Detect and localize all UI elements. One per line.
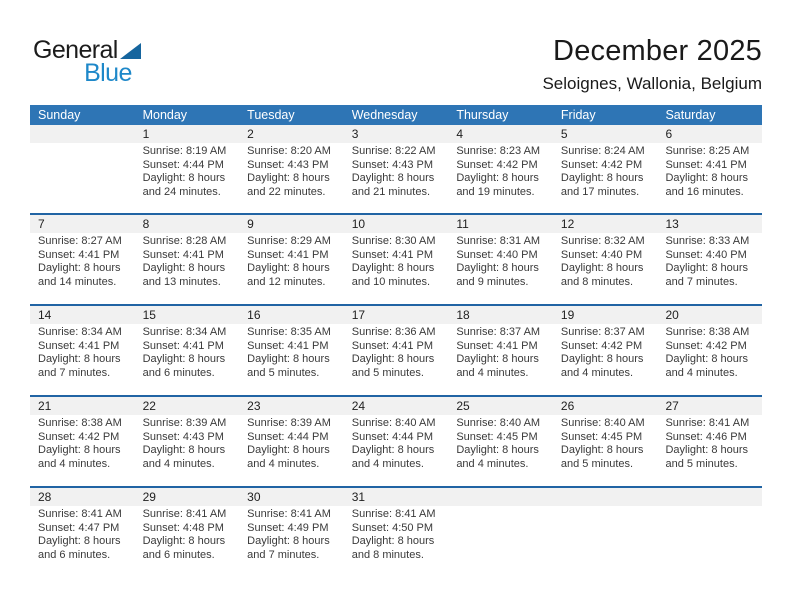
daylight-text: Daylight: 8 hours and 6 minutes.: [142, 535, 226, 561]
week-row-4: [30, 395, 762, 486]
sunset-text: Sunset: 4:41 PM: [38, 248, 120, 261]
daylight-text: Daylight: 8 hours and 19 minutes.: [456, 172, 539, 198]
sunset-text: Sunset: 4:41 PM: [351, 248, 434, 261]
header-titles: [542, 34, 762, 96]
day-detail-band: [30, 506, 762, 562]
day-number-31: 31: [351, 490, 366, 504]
daylight-text: Daylight: 8 hours and 21 minutes.: [351, 172, 435, 198]
day-cell-empty: [30, 143, 135, 199]
daylight-text: Daylight: 8 hours and 7 minutes.: [247, 535, 330, 561]
day-cell-6: [657, 143, 762, 199]
sunrise-text: Sunrise: 8:38 AM: [38, 417, 122, 429]
general-blue-logo: [33, 36, 141, 87]
sunrise-text: Sunrise: 8:19 AM: [142, 145, 227, 157]
day-number-12: 12: [560, 217, 575, 231]
weekday-header-friday: Friday: [560, 108, 596, 122]
sunset-text: Sunset: 4:45 PM: [456, 430, 538, 443]
day-number-23: 23: [247, 399, 261, 413]
sunrise-text: Sunrise: 8:40 AM: [456, 417, 541, 429]
daylight-text: Daylight: 8 hours and 14 minutes.: [38, 262, 121, 288]
day-number-9: 9: [247, 217, 254, 231]
sunset-text: Sunset: 4:43 PM: [351, 158, 434, 171]
sunset-text: Sunset: 4:41 PM: [665, 158, 747, 171]
sunset-text: Sunset: 4:43 PM: [142, 430, 224, 443]
day-cell-8: [135, 233, 240, 289]
day-number-band: [30, 306, 762, 324]
day-number-3: 3: [351, 127, 359, 141]
daylight-text: Daylight: 8 hours and 8 minutes.: [351, 535, 435, 561]
sunset-text: Sunset: 4:42 PM: [456, 158, 538, 171]
day-number-20: 20: [665, 308, 679, 322]
week-row-5: [30, 486, 762, 577]
day-number-26: 26: [560, 399, 575, 413]
day-number-15: 15: [142, 308, 156, 322]
day-cell-21: [30, 415, 135, 471]
weekday-header-tuesday: Tuesday: [247, 108, 295, 122]
weekday-header-monday: Monday: [142, 108, 188, 122]
sunrise-text: Sunrise: 8:30 AM: [351, 235, 436, 247]
week-row-3: [30, 304, 762, 395]
day-number-17: 17: [351, 308, 366, 322]
sunrise-text: Sunrise: 8:41 AM: [351, 508, 436, 520]
daylight-text: Daylight: 8 hours and 4 minutes.: [142, 444, 226, 470]
daylight-text: Daylight: 8 hours and 24 minutes.: [142, 172, 226, 198]
day-number-empty: [448, 488, 553, 506]
day-number-13: 13: [665, 217, 679, 231]
weekday-header-sunday: Sunday: [38, 108, 81, 122]
sunset-text: Sunset: 4:41 PM: [142, 339, 224, 352]
daylight-text: Daylight: 8 hours and 9 minutes.: [456, 262, 539, 288]
sunset-text: Sunset: 4:41 PM: [456, 339, 538, 352]
calendar-table: [30, 105, 762, 577]
daylight-text: Daylight: 8 hours and 4 minutes.: [351, 444, 435, 470]
logo-triangle-icon: [120, 43, 141, 59]
daylight-text: Daylight: 8 hours and 4 minutes.: [247, 444, 330, 470]
day-cell-3: [344, 143, 449, 199]
daylight-text: Daylight: 8 hours and 4 minutes.: [38, 444, 121, 470]
day-number-14: 14: [38, 308, 52, 322]
sunset-text: Sunset: 4:42 PM: [560, 158, 643, 171]
sunset-text: Sunset: 4:49 PM: [247, 521, 329, 534]
sunrise-text: Sunrise: 8:37 AM: [560, 326, 645, 338]
day-cell-4: [448, 143, 553, 199]
day-number-10: 10: [351, 217, 366, 231]
daylight-text: Daylight: 8 hours and 7 minutes.: [665, 262, 749, 288]
day-cell-14: [30, 324, 135, 380]
day-cell-31: [344, 506, 449, 562]
sunset-text: Sunset: 4:44 PM: [247, 430, 329, 443]
day-cell-empty: [657, 506, 762, 562]
day-cell-9: [239, 233, 344, 289]
day-number-band: [30, 488, 762, 506]
daylight-text: Daylight: 8 hours and 5 minutes.: [247, 353, 330, 379]
day-cell-1: [135, 143, 240, 199]
day-number-band: [30, 125, 762, 143]
day-cell-empty: [553, 506, 658, 562]
sunrise-text: Sunrise: 8:23 AM: [456, 145, 541, 157]
sunset-text: Sunset: 4:41 PM: [247, 339, 329, 352]
sunrise-text: Sunrise: 8:39 AM: [142, 417, 227, 429]
sunrise-text: Sunrise: 8:35 AM: [247, 326, 331, 338]
day-cell-26: [553, 415, 658, 471]
sunrise-text: Sunrise: 8:41 AM: [247, 508, 331, 520]
logo-text-blue: Blue: [84, 59, 132, 87]
sunrise-text: Sunrise: 8:27 AM: [38, 235, 122, 247]
day-number-30: 30: [247, 490, 261, 504]
day-cell-5: [553, 143, 658, 199]
daylight-text: Daylight: 8 hours and 12 minutes.: [247, 262, 330, 288]
sunrise-text: Sunrise: 8:38 AM: [665, 326, 750, 338]
calendar-weeks: [30, 125, 762, 577]
sunset-text: Sunset: 4:44 PM: [351, 430, 434, 443]
day-number-band: [30, 215, 762, 233]
day-cell-15: [135, 324, 240, 380]
day-cell-12: [553, 233, 658, 289]
day-number-24: 24: [351, 399, 366, 413]
weekday-header-row: [30, 105, 762, 125]
day-number-27: 27: [665, 399, 679, 413]
sunset-text: Sunset: 4:47 PM: [38, 521, 120, 534]
day-cell-10: [344, 233, 449, 289]
day-number-6: 6: [665, 127, 673, 141]
day-cell-27: [657, 415, 762, 471]
daylight-text: Daylight: 8 hours and 10 minutes.: [351, 262, 435, 288]
sunrise-text: Sunrise: 8:41 AM: [142, 508, 227, 520]
week-row-1: [30, 125, 762, 213]
sunset-text: Sunset: 4:41 PM: [142, 248, 224, 261]
sunrise-text: Sunrise: 8:41 AM: [38, 508, 122, 520]
daylight-text: Daylight: 8 hours and 13 minutes.: [142, 262, 226, 288]
day-number-band: [30, 397, 762, 415]
sunrise-text: Sunrise: 8:34 AM: [38, 326, 122, 338]
day-cell-7: [30, 233, 135, 289]
sunset-text: Sunset: 4:42 PM: [665, 339, 747, 352]
day-cell-empty: [448, 506, 553, 562]
sunrise-text: Sunrise: 8:36 AM: [351, 326, 436, 338]
day-number-22: 22: [142, 399, 156, 413]
day-cell-20: [657, 324, 762, 380]
sunset-text: Sunset: 4:40 PM: [560, 248, 643, 261]
weekday-header-thursday: Thursday: [456, 108, 509, 122]
daylight-text: Daylight: 8 hours and 6 minutes.: [142, 353, 226, 379]
daylight-text: Daylight: 8 hours and 4 minutes.: [560, 353, 644, 379]
page-subtitle: Seloignes, Wallonia, Belgium: [542, 74, 762, 93]
daylight-text: Daylight: 8 hours and 6 minutes.: [38, 535, 121, 561]
sunrise-text: Sunrise: 8:20 AM: [247, 145, 331, 157]
sunset-text: Sunset: 4:48 PM: [142, 521, 224, 534]
day-number-21: 21: [38, 399, 52, 413]
sunrise-text: Sunrise: 8:29 AM: [247, 235, 331, 247]
sunrise-text: Sunrise: 8:22 AM: [351, 145, 436, 157]
daylight-text: Daylight: 8 hours and 5 minutes.: [665, 444, 749, 470]
day-number-5: 5: [560, 127, 568, 141]
day-number-16: 16: [247, 308, 261, 322]
week-row-2: [30, 213, 762, 304]
day-number-1: 1: [142, 127, 150, 141]
day-number-empty: [553, 488, 658, 506]
day-cell-19: [553, 324, 658, 380]
sunrise-text: Sunrise: 8:41 AM: [665, 417, 750, 429]
day-cell-28: [30, 506, 135, 562]
sunset-text: Sunset: 4:42 PM: [38, 430, 120, 443]
sunset-text: Sunset: 4:43 PM: [247, 158, 329, 171]
day-cell-29: [135, 506, 240, 562]
sunset-text: Sunset: 4:40 PM: [665, 248, 747, 261]
sunrise-text: Sunrise: 8:28 AM: [142, 235, 227, 247]
daylight-text: Daylight: 8 hours and 8 minutes.: [560, 262, 644, 288]
day-cell-13: [657, 233, 762, 289]
sunset-text: Sunset: 4:41 PM: [38, 339, 120, 352]
daylight-text: Daylight: 8 hours and 5 minutes.: [351, 353, 435, 379]
day-cell-23: [239, 415, 344, 471]
daylight-text: Daylight: 8 hours and 4 minutes.: [456, 353, 539, 379]
day-detail-band: [30, 415, 762, 471]
weekday-header-wednesday: Wednesday: [351, 108, 418, 122]
sunset-text: Sunset: 4:40 PM: [456, 248, 538, 261]
day-detail-band: [30, 143, 762, 199]
sunset-text: Sunset: 4:41 PM: [351, 339, 434, 352]
daylight-text: Daylight: 8 hours and 5 minutes.: [560, 444, 644, 470]
day-number-19: 19: [560, 308, 575, 322]
daylight-text: Daylight: 8 hours and 4 minutes.: [665, 353, 749, 379]
day-number-empty: [657, 488, 762, 506]
day-number-2: 2: [247, 127, 254, 141]
day-cell-11: [448, 233, 553, 289]
sunrise-text: Sunrise: 8:40 AM: [351, 417, 436, 429]
sunset-text: Sunset: 4:41 PM: [247, 248, 329, 261]
day-number-8: 8: [142, 217, 150, 231]
logo-text-general: General: [33, 36, 118, 64]
sunrise-text: Sunrise: 8:31 AM: [456, 235, 541, 247]
daylight-text: Daylight: 8 hours and 7 minutes.: [38, 353, 121, 379]
sunset-text: Sunset: 4:50 PM: [351, 521, 434, 534]
day-cell-25: [448, 415, 553, 471]
day-number-29: 29: [142, 490, 156, 504]
sunrise-text: Sunrise: 8:39 AM: [247, 417, 331, 429]
day-number-11: 11: [456, 217, 469, 231]
daylight-text: Daylight: 8 hours and 22 minutes.: [247, 172, 330, 198]
day-number-7: 7: [38, 217, 45, 231]
day-cell-30: [239, 506, 344, 562]
sunset-text: Sunset: 4:45 PM: [560, 430, 643, 443]
sunrise-text: Sunrise: 8:24 AM: [560, 145, 645, 157]
day-cell-24: [344, 415, 449, 471]
sunrise-text: Sunrise: 8:37 AM: [456, 326, 541, 338]
day-cell-17: [344, 324, 449, 380]
sunset-text: Sunset: 4:42 PM: [560, 339, 643, 352]
sunrise-text: Sunrise: 8:34 AM: [142, 326, 227, 338]
day-cell-22: [135, 415, 240, 471]
daylight-text: Daylight: 8 hours and 17 minutes.: [560, 172, 644, 198]
sunrise-text: Sunrise: 8:32 AM: [560, 235, 645, 247]
day-number-25: 25: [456, 399, 470, 413]
day-cell-2: [239, 143, 344, 199]
day-number-4: 4: [456, 127, 463, 141]
day-detail-band: [30, 233, 762, 289]
sunset-text: Sunset: 4:44 PM: [142, 158, 224, 171]
day-cell-16: [239, 324, 344, 380]
day-number-28: 28: [38, 490, 52, 504]
day-detail-band: [30, 324, 762, 380]
day-cell-18: [448, 324, 553, 380]
daylight-text: Daylight: 8 hours and 4 minutes.: [456, 444, 539, 470]
page-title: December 2025: [553, 35, 762, 67]
day-number-18: 18: [456, 308, 470, 322]
sunrise-text: Sunrise: 8:25 AM: [665, 145, 750, 157]
weekday-header-saturday: Saturday: [665, 108, 716, 122]
day-number-empty: [30, 125, 135, 143]
sunset-text: Sunset: 4:46 PM: [665, 430, 747, 443]
daylight-text: Daylight: 8 hours and 16 minutes.: [665, 172, 749, 198]
sunrise-text: Sunrise: 8:40 AM: [560, 417, 645, 429]
sunrise-text: Sunrise: 8:33 AM: [665, 235, 750, 247]
